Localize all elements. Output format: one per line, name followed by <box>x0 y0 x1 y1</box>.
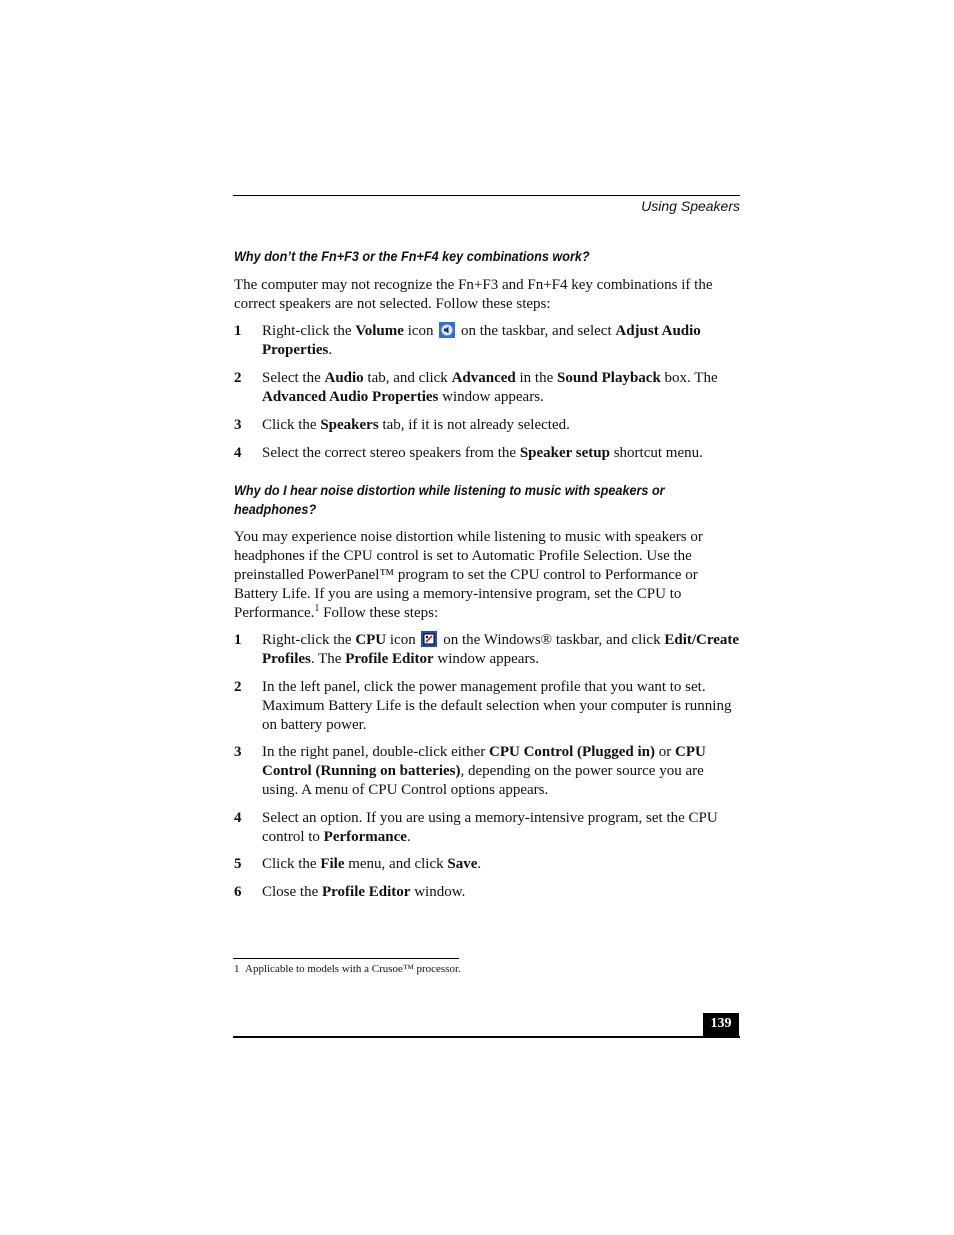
footnote-ref: 1 <box>314 603 320 614</box>
step-number: 3 <box>234 744 242 760</box>
step-number: 4 <box>234 810 242 826</box>
footnote-text: Applicable to models with a Crusoe™ processor. <box>245 963 461 975</box>
step-number: 1 <box>234 632 242 648</box>
header-rule <box>233 195 740 196</box>
footnote <box>234 962 461 976</box>
question-heading-noise: Why do I hear noise distortion while listening to music with speakers or headphones? <box>234 483 665 517</box>
step-number: 2 <box>234 370 242 386</box>
step-number: 1 <box>234 323 242 339</box>
s2-step-1: 1 Right-click the CPU icon on the Windows® taskbar, and click Edit/Create Profiles. The Profile Editor window appears. <box>234 632 740 667</box>
section2-intro: You may experience noise distortion while listening to music with speakers or headphones if the CPU control is set to Automatic Profile Selection. Use the preinstalled PowerPanel™ program to set the CPU control to Performance or Battery Life. If you are using a memory-intensive program, set the CPU to Performance.$^1$ Follow these steps: <box>234 529 703 621</box>
s1-step-4: 4 Select the correct stereo speakers from the Speaker setup shortcut menu. <box>234 445 703 461</box>
footer-rule <box>233 1036 740 1038</box>
s2-step-2: 2 In the left panel, click the power management profile that you want to set. Maximum Battery Life is the default selection when your computer is running on battery power. <box>234 679 732 733</box>
s1-step-1: 1 Right-click the Volume icon on the taskbar, and select Adjust Audio Properties. <box>234 323 701 358</box>
s1-step-2: 2 Select the Audio tab, and click Advanced in the Sound Playback box. The Advanced Audio Properties window appears. <box>234 370 718 405</box>
page-number: 139 <box>703 1013 739 1037</box>
step-number: 4 <box>234 445 242 461</box>
s2-step-4: 4 Select an option. If you are using a memory-intensive program, set the CPU control to Performance. <box>234 810 718 845</box>
step-number: 2 <box>234 679 242 695</box>
s2-step-3: 3 In the right panel, double-click either CPU Control (Plugged in) or CPU Control (Running on batteries), depending on the power source you are using. A menu of CPU Control options appears. <box>234 744 706 798</box>
step-number: 3 <box>234 417 242 433</box>
running-head: Using Speakers <box>641 198 740 214</box>
footnote-rule <box>233 958 459 959</box>
s1-step-3: 3 Click the Speakers tab, if it is not already selected. <box>234 417 570 433</box>
s2-step-6: 6 Close the Profile Editor window. <box>234 884 466 900</box>
section1-intro: The computer may not recognize the Fn+F3 and Fn+F4 key combinations if the correct speakers are not selected. Follow these steps: <box>234 277 713 312</box>
footnote-number: 1 <box>234 963 240 975</box>
volume-icon <box>439 322 455 338</box>
step-number: 5 <box>234 856 242 872</box>
cpu-icon <box>421 631 437 647</box>
step-number: 6 <box>234 884 242 900</box>
s2-step-5: 5 Click the File menu, and click Save. <box>234 856 482 872</box>
question-heading-fn-keys: Why don’t the Fn+F3 or the Fn+F4 key combinations work? <box>234 249 590 264</box>
